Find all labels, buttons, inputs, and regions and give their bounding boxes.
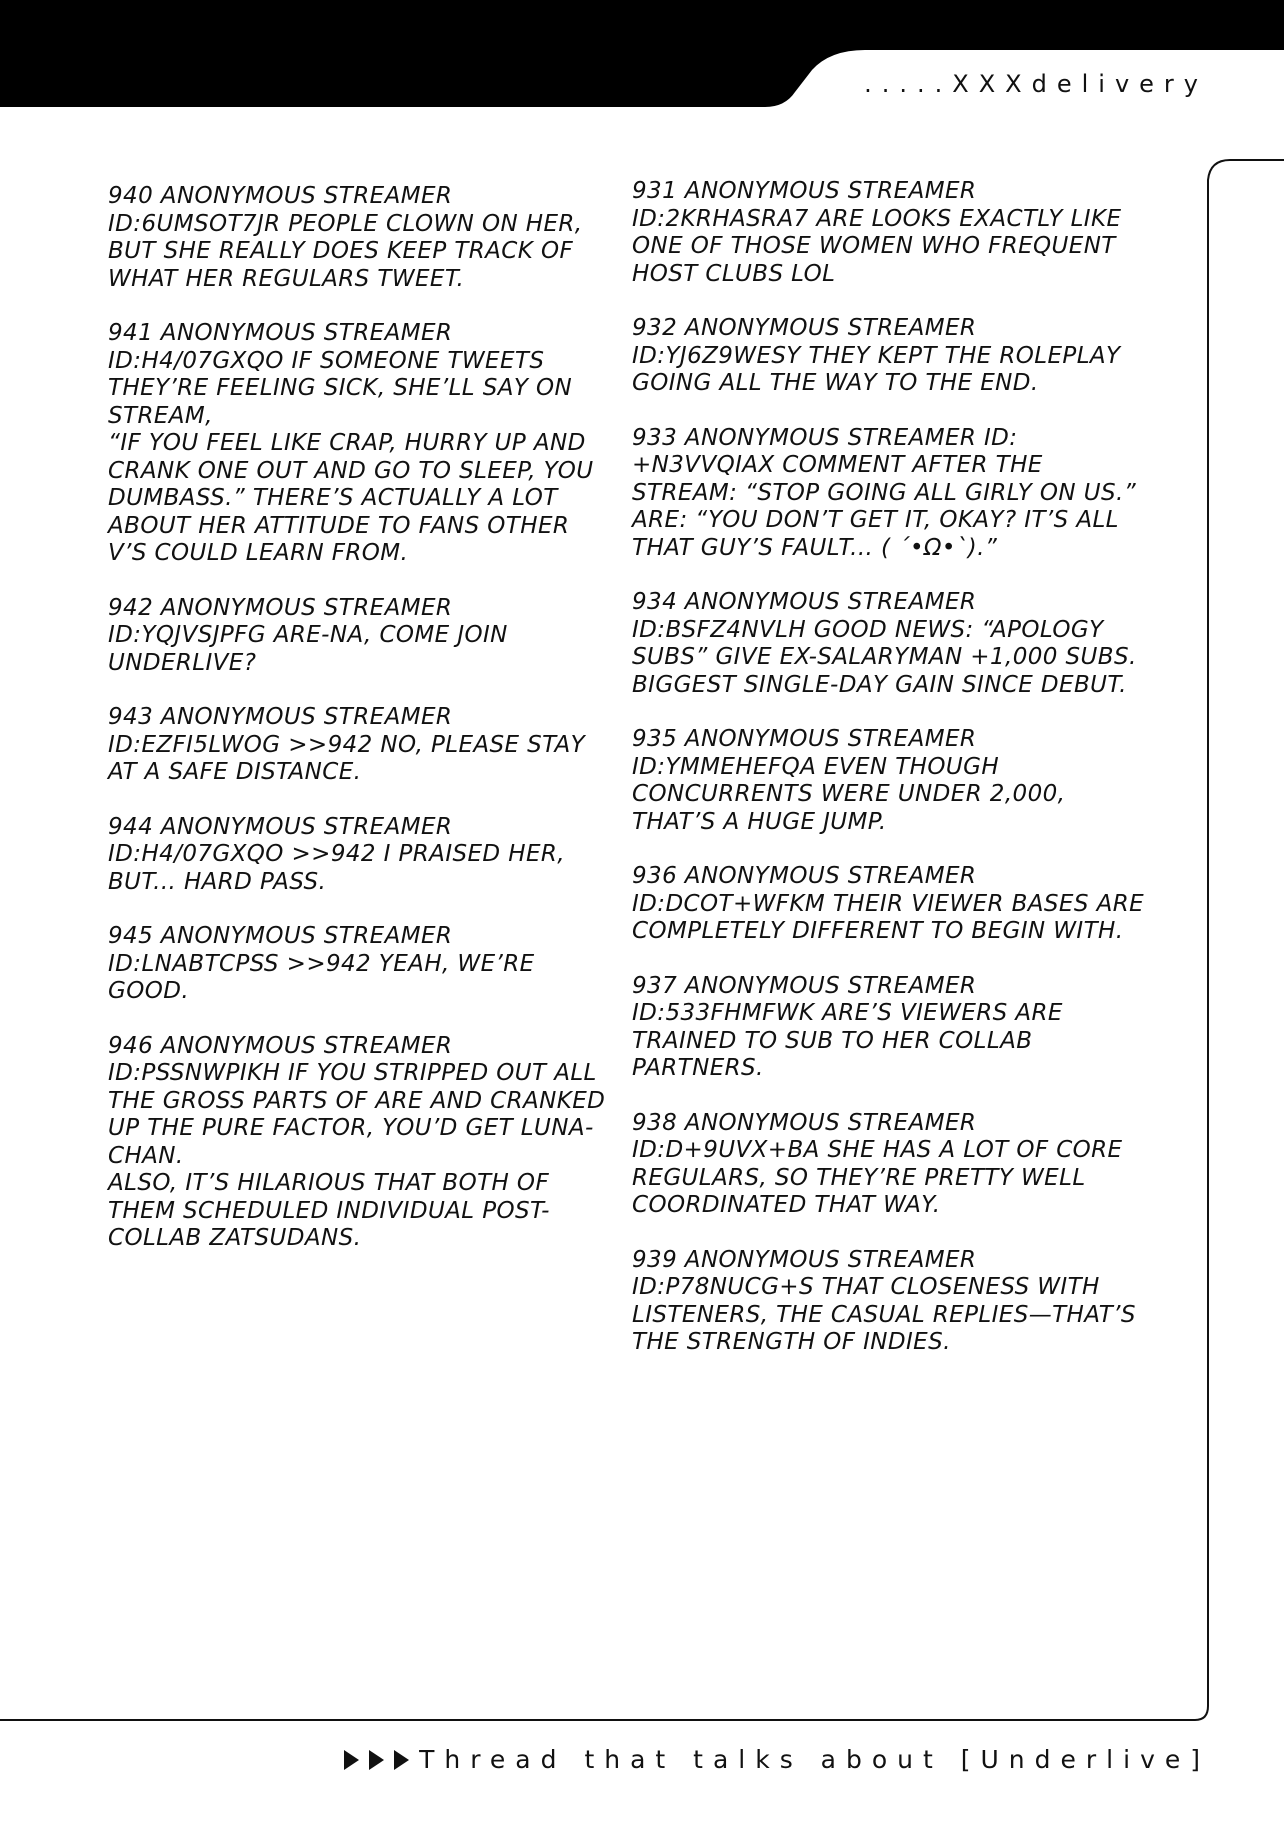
post-header: 942 ANONYMOUS STREAMER [108, 594, 453, 621]
post-header: 935 ANONYMOUS STREAMER [632, 726, 977, 752]
post-body: ID:H4/07GXQO >>942 I PRAISED HER, BUT... HARD PASS. [108, 841, 565, 895]
post-body: ID:6UMSOT7JR PEOPLE CLOWN ON HER, BUT SHE REALLY DOES KEEP TRACK OF WHAT HER REGULARS TWEET. [108, 210, 583, 292]
post-header: 943 ANONYMOUS STREAMER [108, 704, 453, 730]
footer-text: Thread that talks about [Underlive] [419, 1745, 1210, 1774]
triangle-icon [369, 1750, 384, 1770]
thread-post [632, 315, 1152, 398]
post-body: ID:LNABTCPSS >>942 YEAH, WE’RE GOOD. [108, 950, 535, 1004]
right-column [632, 178, 1152, 1384]
triangle-icon [394, 1750, 409, 1770]
post-header: 937 ANONYMOUS STREAMER [632, 972, 977, 999]
post-body: ID:YMMEHEFQA EVEN THOUGH CONCURRENTS WERE UNDER 2,000, THAT’S A HUGE JUMP. [632, 753, 1066, 835]
post-header: 934 ANONYMOUS STREAMER [632, 589, 977, 615]
thread-post [632, 589, 1152, 699]
footer-caption [344, 1745, 1210, 1774]
left-column [108, 183, 608, 1280]
post-header: 931 ANONYMOUS STREAMER [632, 178, 977, 204]
post-header: 946 ANONYMOUS STREAMER [108, 1032, 453, 1059]
post-body: ID:D+9UVX+BA SHE HAS A LOT OF CORE REGULARS, SO THEY’RE PRETTY WELL COORDINATED THAT WAY. [632, 1137, 1123, 1218]
post-header: 941 ANONYMOUS STREAMER [108, 320, 453, 346]
post-header: 939 ANONYMOUS STREAMER [632, 1246, 977, 1273]
thread-post [632, 178, 1152, 288]
post-header: 932 ANONYMOUS STREAMER [632, 315, 977, 341]
thread-post [632, 973, 1152, 1083]
post-body: ID:533FHMFWK ARE’S VIEWERS ARE TRAINED TO SUB TO HER COLLAB PARTNERS. [632, 1000, 1063, 1081]
triangle-icon [344, 1750, 359, 1770]
thread-post [632, 863, 1152, 946]
thread-post [108, 183, 608, 293]
post-body: ID:YQJVSJPFG ARE-NA, COME JOIN UNDERLIVE? [108, 622, 508, 676]
post-header: 936 ANONYMOUS STREAMER [632, 863, 977, 889]
thread-post [108, 320, 608, 568]
post-header: 944 ANONYMOUS STREAMER [108, 813, 453, 840]
thread-post [108, 595, 608, 678]
post-body: ID:H4/07GXQO IF SOMEONE TWEETS THEY’RE FEELING SICK, SHE’LL SAY ON STREAM, “IF YOU FEEL LIKE CRAP, HURRY UP AND CRANK ONE OUT AND GO TO SLEEP, YOU DUMBASS.” THERE’S ACTUALLY A LOT ABOUT HER ATTITUDE TO FANS OTHER V’S COULD LEARN FROM. [108, 347, 594, 566]
post-header: 938 ANONYMOUS STREAMER [632, 1109, 977, 1136]
thread-post [108, 1033, 608, 1253]
brand-title: .....XXXdelivery [864, 70, 1208, 98]
post-body: ID:PSSNWPIKH IF YOU STRIPPED OUT ALL THE GROSS PARTS OF ARE AND CRANKED UP THE PURE FACTOR, YOU’D GET LUNA-CHAN. ALSO, IT’S HILARIOUS THAT BOTH OF THEM SCHEDULED INDIVIDUAL POST-COLLAB ZATSUDANS. [108, 1060, 606, 1251]
thread-post [632, 726, 1152, 836]
post-body: ID:DCOT+WFKM THEIR VIEWER BASES ARE COMPLETELY DIFFERENT TO BEGIN WITH. [632, 890, 1145, 944]
thread-post [632, 1247, 1152, 1357]
post-body: ID:BSFZ4NVLH GOOD NEWS: “APOLOGY SUBS” GIVE EX-SALARYMAN +1,000 SUBS. BIGGEST SINGLE-DAY GAIN SINCE DEBUT. [632, 616, 1137, 698]
post-body: ID:2KRHASRA7 ARE LOOKS EXACTLY LIKE ONE OF THOSE WOMEN WHO FREQUENT HOST CLUBS LOL [632, 205, 1122, 287]
post-header: 933 ANONYMOUS STREAMER ID: [632, 424, 1018, 451]
post-body: +N3VVQIAX COMMENT AFTER THE STREAM: “STOP GOING ALL GIRLY ON US.” ARE: “YOU DON’T GET IT, OKAY? IT’S ALL THAT GUY’S FAULT... ( ´•Ω•`).” [632, 452, 1137, 561]
post-header: 940 ANONYMOUS STREAMER [108, 183, 453, 209]
thread-post [108, 923, 608, 1006]
thread-post [632, 1110, 1152, 1220]
thread-post [108, 814, 608, 897]
post-body: ID:P78NUCG+S THAT CLOSENESS WITH LISTENERS, THE CASUAL REPLIES—THAT’S THE STRENGTH OF INDIES. [632, 1274, 1136, 1355]
thread-post [108, 704, 608, 787]
post-header: 945 ANONYMOUS STREAMER [108, 923, 453, 949]
post-body: ID:YJ6Z9WESY THEY KEPT THE ROLEPLAY GOING ALL THE WAY TO THE END. [632, 342, 1121, 396]
thread-post [632, 425, 1152, 563]
post-body: ID:EZFI5LWOG >>942 NO, PLEASE STAY AT A SAFE DISTANCE. [108, 731, 586, 785]
